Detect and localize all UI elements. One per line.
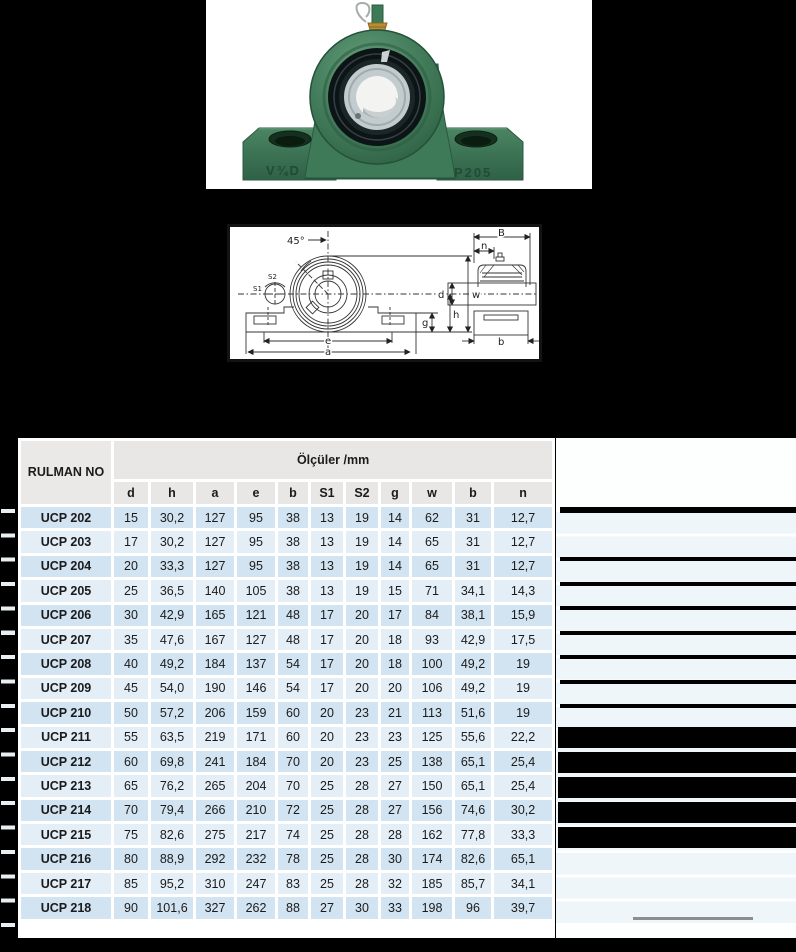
dimension-cell: 34,1 <box>494 873 552 894</box>
label-h: h <box>453 310 460 321</box>
dimension-cell: 19 <box>346 531 378 552</box>
dimension-cell: 60 <box>114 751 148 772</box>
dimension-cell: 55 <box>114 727 148 748</box>
dimension-cell: 49,2 <box>455 678 491 699</box>
dimension-cell: 32 <box>381 873 409 894</box>
bearing-photo-image <box>206 0 592 189</box>
dimension-cell: 20 <box>311 702 343 723</box>
dimension-cell: 88 <box>278 897 308 918</box>
dimension-cell: 12,7 <box>494 531 552 552</box>
dimension-cell: 28 <box>346 824 378 845</box>
dimension-cell: 23 <box>346 751 378 772</box>
table-row <box>21 873 552 894</box>
dimension-cell: 310 <box>196 873 234 894</box>
dimension-cell: 70 <box>278 751 308 772</box>
dimension-cell: 25 <box>311 800 343 821</box>
dimension-cell: 162 <box>412 824 452 845</box>
dimension-cell: 60 <box>278 702 308 723</box>
dimension-cell: 72 <box>278 800 308 821</box>
label-g: g <box>422 318 429 329</box>
dimension-cell: 138 <box>412 751 452 772</box>
table-row <box>21 653 552 674</box>
table-row <box>21 580 552 601</box>
dimension-cell: 217 <box>237 824 275 845</box>
dimension-cell: 76,2 <box>151 775 193 796</box>
separator-line <box>560 631 796 635</box>
dimension-cell: 17,5 <box>494 629 552 650</box>
dimension-cell: 174 <box>412 848 452 869</box>
bearing-no-cell: UCP 218 <box>21 897 111 918</box>
label-e: e <box>325 336 332 347</box>
dimension-cell: 30,2 <box>151 531 193 552</box>
column-header-s2-6: S2 <box>346 482 378 504</box>
dimension-cell: 40 <box>114 653 148 674</box>
bearing-no-cell: UCP 216 <box>21 848 111 869</box>
table-row <box>21 629 552 650</box>
dimension-cell: 38 <box>278 580 308 601</box>
separator-line <box>560 655 796 659</box>
dimension-cell: 65,1 <box>455 775 491 796</box>
dimension-cell: 14 <box>381 556 409 577</box>
dimension-cell: 50 <box>114 702 148 723</box>
separator-line <box>560 606 796 610</box>
dimension-cell: 106 <box>412 678 452 699</box>
dimension-cell: 20 <box>346 629 378 650</box>
dimension-cell: 23 <box>346 702 378 723</box>
dimension-cell: 28 <box>346 873 378 894</box>
dimension-cell: 65,1 <box>455 751 491 772</box>
table-row <box>21 775 552 796</box>
dimension-cell: 51,6 <box>455 702 491 723</box>
redaction-bar <box>558 802 796 823</box>
dimension-cell: 45 <box>114 678 148 699</box>
table-row <box>21 848 552 869</box>
dimension-cell: 39,7 <box>494 897 552 918</box>
dimension-cell: 13 <box>311 531 343 552</box>
column-header-w-8: w <box>412 482 452 504</box>
technical-drawing-image <box>227 224 542 362</box>
label-s1: S1 <box>253 285 262 293</box>
dimension-cell: 12,7 <box>494 556 552 577</box>
dimension-cell: 31 <box>455 531 491 552</box>
dimension-cell: 48 <box>278 605 308 626</box>
label-s2: S2 <box>268 273 277 281</box>
dimension-cell: 33,3 <box>494 824 552 845</box>
bearing-no-cell: UCP 203 <box>21 531 111 552</box>
dimension-cell: 19 <box>494 653 552 674</box>
dimension-cell: 25 <box>311 824 343 845</box>
dimension-cell: 19 <box>346 507 378 528</box>
dimension-cell: 167 <box>196 629 234 650</box>
dimension-cell: 95 <box>237 556 275 577</box>
dimension-table-area <box>18 438 555 938</box>
dimension-cell: 105 <box>237 580 275 601</box>
dimension-cell: 13 <box>311 580 343 601</box>
dimension-cell: 75 <box>114 824 148 845</box>
dimension-cell: 18 <box>381 629 409 650</box>
bearing-no-cell: UCP 210 <box>21 702 111 723</box>
bearing-no-cell: UCP 213 <box>21 775 111 796</box>
dimension-cell: 38 <box>278 531 308 552</box>
dimension-cell: 20 <box>346 653 378 674</box>
dimension-cell: 60 <box>278 727 308 748</box>
dimension-cell: 210 <box>237 800 275 821</box>
dimension-cell: 49,2 <box>151 653 193 674</box>
dimension-cell: 28 <box>346 848 378 869</box>
dimension-cell: 21 <box>381 702 409 723</box>
table-header-olculer: Ölçüler /mm <box>114 441 552 479</box>
dimension-cell: 78 <box>278 848 308 869</box>
dimension-cell: 42,9 <box>151 605 193 626</box>
table-row <box>21 678 552 699</box>
dimension-cell: 30,2 <box>494 800 552 821</box>
dimension-cell: 38,1 <box>455 605 491 626</box>
dimension-cell: 100 <box>412 653 452 674</box>
dimension-cell: 190 <box>196 678 234 699</box>
dimension-cell: 70 <box>114 800 148 821</box>
table-row <box>21 824 552 845</box>
dimension-cell: 25 <box>311 848 343 869</box>
column-header-g-7: g <box>381 482 409 504</box>
dimension-cell: 20 <box>311 751 343 772</box>
dimension-cell: 74 <box>278 824 308 845</box>
separator-line <box>560 680 796 684</box>
redaction-bar <box>558 752 796 773</box>
dimension-cell: 95 <box>237 531 275 552</box>
dimension-cell: 327 <box>196 897 234 918</box>
dimension-cell: 159 <box>237 702 275 723</box>
dimension-cell: 38 <box>278 556 308 577</box>
table-row <box>21 702 552 723</box>
table-row <box>21 556 552 577</box>
dimension-cell: 17 <box>381 605 409 626</box>
dimension-cell: 31 <box>455 507 491 528</box>
dimension-cell: 30,2 <box>151 507 193 528</box>
dimension-cell: 127 <box>196 531 234 552</box>
dimension-cell: 262 <box>237 897 275 918</box>
bearing-no-cell: UCP 212 <box>21 751 111 772</box>
bearing-no-cell: UCP 205 <box>21 580 111 601</box>
pillow-block-bearing-illustration <box>206 0 592 189</box>
dimension-drawing <box>230 227 539 359</box>
dimension-cell: 74,6 <box>455 800 491 821</box>
dimension-cell: 25 <box>311 873 343 894</box>
dimension-cell: 127 <box>237 629 275 650</box>
dimension-cell: 54 <box>278 678 308 699</box>
dimension-cell: 69,8 <box>151 751 193 772</box>
dimension-cell: 33 <box>381 897 409 918</box>
dimension-cell: 19 <box>494 678 552 699</box>
dimension-cell: 84 <box>412 605 452 626</box>
dimension-cell: 54,0 <box>151 678 193 699</box>
table-row <box>21 800 552 821</box>
dimension-cell: 198 <box>412 897 452 918</box>
dimension-cell: 25,4 <box>494 775 552 796</box>
bearing-no-cell: UCP 202 <box>21 507 111 528</box>
table-row <box>21 531 552 552</box>
dimension-cell: 48 <box>278 629 308 650</box>
dimension-cell: 30 <box>381 848 409 869</box>
dimension-cell: 42,9 <box>455 629 491 650</box>
dimension-cell: 20 <box>114 556 148 577</box>
column-header-b-4: b <box>278 482 308 504</box>
separator-line <box>560 557 796 561</box>
bearing-no-cell: UCP 208 <box>21 653 111 674</box>
column-header-d-0: d <box>114 482 148 504</box>
dimension-cell: 184 <box>237 751 275 772</box>
dimension-cell: 165 <box>196 605 234 626</box>
dimension-cell: 30 <box>114 605 148 626</box>
table-row <box>21 507 552 528</box>
dimension-cell: 82,6 <box>455 848 491 869</box>
dimension-cell: 23 <box>346 727 378 748</box>
dimension-cell: 34,1 <box>455 580 491 601</box>
dimension-cell: 57,2 <box>151 702 193 723</box>
dimension-cell: 137 <box>237 653 275 674</box>
dimension-cell: 25 <box>114 580 148 601</box>
dimension-cell: 88,9 <box>151 848 193 869</box>
dimension-cell: 113 <box>412 702 452 723</box>
dimension-cell: 184 <box>196 653 234 674</box>
dimension-cell: 17 <box>311 678 343 699</box>
dimension-cell: 121 <box>237 605 275 626</box>
dimension-cell: 146 <box>237 678 275 699</box>
table-header-rulman-no: RULMAN NO <box>21 441 111 504</box>
dimension-cell: 232 <box>237 848 275 869</box>
column-header-s1-5: S1 <box>311 482 343 504</box>
label-b: b <box>498 337 505 348</box>
grease-fitting-stem <box>372 5 383 24</box>
dimension-cell: 95 <box>237 507 275 528</box>
dimension-cell: 20 <box>346 605 378 626</box>
dimension-cell: 85 <box>114 873 148 894</box>
separator-line <box>560 582 796 586</box>
right-torn-panel <box>556 438 796 938</box>
cast-text-right: P205 <box>454 165 493 180</box>
dimension-cell: 71 <box>412 580 452 601</box>
bearing-no-cell: UCP 206 <box>21 605 111 626</box>
cast-text-left: V¾D <box>266 163 301 178</box>
dimension-cell: 13 <box>311 556 343 577</box>
bearing-no-cell: UCP 207 <box>21 629 111 650</box>
bearing-no-cell: UCP 217 <box>21 873 111 894</box>
dimension-cell: 15 <box>114 507 148 528</box>
dimension-cell: 82,6 <box>151 824 193 845</box>
redaction-bar <box>558 827 796 848</box>
dimension-cell: 25,4 <box>494 751 552 772</box>
bearing-no-cell: UCP 214 <box>21 800 111 821</box>
dimension-cell: 28 <box>346 775 378 796</box>
label-d: d <box>438 290 445 301</box>
dimension-cell: 13 <box>311 507 343 528</box>
dimension-cell: 14 <box>381 507 409 528</box>
dimension-cell: 49,2 <box>455 653 491 674</box>
dimension-cell: 241 <box>196 751 234 772</box>
dimension-cell: 77,8 <box>455 824 491 845</box>
separator-line <box>560 507 796 513</box>
dimension-cell: 30 <box>346 897 378 918</box>
dimension-cell: 19 <box>346 556 378 577</box>
column-header-a-2: a <box>196 482 234 504</box>
dimension-cell: 54 <box>278 653 308 674</box>
dimension-cell: 70 <box>278 775 308 796</box>
dimension-cell: 127 <box>196 507 234 528</box>
dimension-cell: 19 <box>346 580 378 601</box>
dimension-cell: 265 <box>196 775 234 796</box>
dimension-cell: 219 <box>196 727 234 748</box>
dimension-cell: 95,2 <box>151 873 193 894</box>
bearing-no-cell: UCP 215 <box>21 824 111 845</box>
dimension-cell: 27 <box>311 897 343 918</box>
gray-underline <box>633 917 753 920</box>
label-B: B <box>498 228 505 239</box>
dimension-cell: 14,3 <box>494 580 552 601</box>
dimension-cell: 17 <box>114 531 148 552</box>
dimension-cell: 85,7 <box>455 873 491 894</box>
label-n: n <box>481 241 488 252</box>
table-row <box>21 727 552 748</box>
left-margin-ticks <box>1 509 15 929</box>
dimension-cell: 12,7 <box>494 507 552 528</box>
dimension-cell: 185 <box>412 873 452 894</box>
label-45deg: 45° <box>287 236 305 247</box>
dimension-cell: 15,9 <box>494 605 552 626</box>
dimension-cell: 15 <box>381 580 409 601</box>
dimension-cell: 19 <box>494 702 552 723</box>
dimension-cell: 80 <box>114 848 148 869</box>
dimension-cell: 28 <box>381 824 409 845</box>
column-header-h-1: h <box>151 482 193 504</box>
dimension-cell: 83 <box>278 873 308 894</box>
dimension-cell: 25 <box>381 751 409 772</box>
right-row-stripes <box>556 512 796 926</box>
dimension-cell: 47,6 <box>151 629 193 650</box>
dimension-cell: 17 <box>311 605 343 626</box>
dimension-cell: 17 <box>311 629 343 650</box>
dimension-cell: 90 <box>114 897 148 918</box>
dimension-cell: 20 <box>346 678 378 699</box>
table-row <box>21 605 552 626</box>
bearing-no-cell: UCP 211 <box>21 727 111 748</box>
dimension-cell: 65 <box>114 775 148 796</box>
dimension-cell: 55,6 <box>455 727 491 748</box>
redaction-bar <box>558 777 796 798</box>
dimension-cell: 79,4 <box>151 800 193 821</box>
dimension-cell: 36,5 <box>151 580 193 601</box>
dimension-cell: 275 <box>196 824 234 845</box>
dimension-cell: 23 <box>381 727 409 748</box>
dimension-cell: 247 <box>237 873 275 894</box>
column-header-n-10: n <box>494 482 552 504</box>
table-row <box>21 897 552 918</box>
dimension-cell: 156 <box>412 800 452 821</box>
dimension-cell: 171 <box>237 727 275 748</box>
bearing-no-cell: UCP 204 <box>21 556 111 577</box>
dimension-cell: 266 <box>196 800 234 821</box>
dimension-cell: 27 <box>381 775 409 796</box>
wire-clip <box>357 3 370 22</box>
dimension-cell: 96 <box>455 897 491 918</box>
dimension-cell: 63,5 <box>151 727 193 748</box>
dimension-cell: 65 <box>412 531 452 552</box>
dimension-cell: 35 <box>114 629 148 650</box>
dimension-cell: 20 <box>381 678 409 699</box>
dimension-cell: 62 <box>412 507 452 528</box>
separator-line <box>560 704 796 708</box>
redaction-bar <box>558 727 796 748</box>
dimension-cell: 127 <box>196 556 234 577</box>
dimension-cell: 65 <box>412 556 452 577</box>
dimension-cell: 38 <box>278 507 308 528</box>
dimension-cell: 125 <box>412 727 452 748</box>
dimension-cell: 22,2 <box>494 727 552 748</box>
dimension-cell: 204 <box>237 775 275 796</box>
table-row <box>21 751 552 772</box>
dimension-cell: 33,3 <box>151 556 193 577</box>
dimension-cell: 17 <box>311 653 343 674</box>
column-header-b-9: b <box>455 482 491 504</box>
label-w: w <box>472 290 481 301</box>
dimension-cell: 31 <box>455 556 491 577</box>
dimension-cell: 28 <box>346 800 378 821</box>
dimension-cell: 140 <box>196 580 234 601</box>
dimension-cell: 292 <box>196 848 234 869</box>
dimension-cell: 18 <box>381 653 409 674</box>
dimension-cell: 65,1 <box>494 848 552 869</box>
dimension-cell: 27 <box>381 800 409 821</box>
dimension-cell: 101,6 <box>151 897 193 918</box>
bearing-no-cell: UCP 209 <box>21 678 111 699</box>
label-a: a <box>325 347 332 358</box>
dimension-cell: 20 <box>311 727 343 748</box>
dimension-cell: 14 <box>381 531 409 552</box>
column-header-e-3: e <box>237 482 275 504</box>
dimension-cell: 150 <box>412 775 452 796</box>
dimension-cell: 206 <box>196 702 234 723</box>
dimension-cell: 25 <box>311 775 343 796</box>
dimension-cell: 93 <box>412 629 452 650</box>
dimension-table <box>18 438 555 922</box>
